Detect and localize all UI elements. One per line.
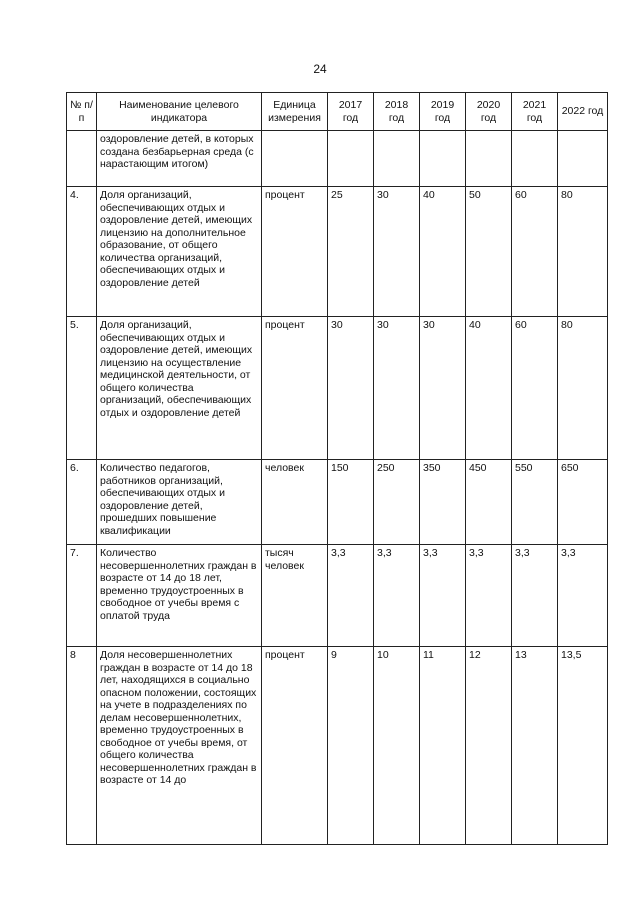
- row-num: 4.: [67, 187, 97, 317]
- row-name: оздоровление детей, в которых создана безбарьерная среда (с нарастающим итогом): [97, 131, 262, 187]
- row-value-2022: [558, 131, 608, 187]
- row-value-2022: 650: [558, 460, 608, 545]
- row-value-2018: 250: [374, 460, 420, 545]
- header-year-2019: 2019 год: [420, 93, 466, 131]
- header-year-2022: 2022 год: [558, 93, 608, 131]
- row-value-2017: 25: [328, 187, 374, 317]
- row-unit: процент: [262, 187, 328, 317]
- row-value-2019: 11: [420, 647, 466, 845]
- row-value-2021: 60: [512, 317, 558, 460]
- table-row: [67, 187, 608, 317]
- row-unit: тысяч человек: [262, 545, 328, 647]
- row-value-2021: 550: [512, 460, 558, 545]
- row-num: 6.: [67, 460, 97, 545]
- row-value-2020: 50: [466, 187, 512, 317]
- row-value-2021: 13: [512, 647, 558, 845]
- header-year-2017: 2017 год: [328, 93, 374, 131]
- row-num: [67, 131, 97, 187]
- header-num: № п/п: [67, 93, 97, 131]
- row-value-2020: 3,3: [466, 545, 512, 647]
- row-value-2017: 150: [328, 460, 374, 545]
- table-row: [67, 647, 608, 845]
- row-value-2019: 3,3: [420, 545, 466, 647]
- row-unit: процент: [262, 647, 328, 845]
- row-value-2018: 30: [374, 317, 420, 460]
- header-year-2021: 2021 год: [512, 93, 558, 131]
- table-row: [67, 131, 608, 187]
- table-header-row: [67, 93, 608, 131]
- row-unit: [262, 131, 328, 187]
- header-name: Наименование целевого индикатора: [97, 93, 262, 131]
- row-value-2020: 40: [466, 317, 512, 460]
- row-value-2017: 9: [328, 647, 374, 845]
- row-name: Доля организаций, обеспечивающих отдых и оздоровление детей, имеющих лицензию на дополнительное образование, от общего количества организаций, обеспечивающих отдых и оздоровление детей: [97, 187, 262, 317]
- row-value-2020: 12: [466, 647, 512, 845]
- row-value-2018: 3,3: [374, 545, 420, 647]
- row-name: Доля организаций, обеспечивающих отдых и оздоровление детей, имеющих лицензию на осуществление медицинской деятельности, от общего количества организаций, обеспечивающих отдых и оздоровление детей: [97, 317, 262, 460]
- row-num: 7.: [67, 545, 97, 647]
- header-unit: Единица измерения: [262, 93, 328, 131]
- header-year-2018: 2018 год: [374, 93, 420, 131]
- row-value-2021: 3,3: [512, 545, 558, 647]
- row-value-2022: 3,3: [558, 545, 608, 647]
- row-value-2017: [328, 131, 374, 187]
- row-value-2019: [420, 131, 466, 187]
- row-num: 5.: [67, 317, 97, 460]
- row-unit: процент: [262, 317, 328, 460]
- row-value-2019: 30: [420, 317, 466, 460]
- row-value-2018: [374, 131, 420, 187]
- row-name: Доля несовершеннолетних граждан в возрасте от 14 до 18 лет, находящихся в социально опасном положении, состоящих на учете в подразделениях по делам несовершеннолетних, временно трудоустроенных в свободное от учебы время, от общего количества несовершеннолетних граждан в возрасте от 14 до: [97, 647, 262, 845]
- row-value-2017: 3,3: [328, 545, 374, 647]
- row-value-2022: 13,5: [558, 647, 608, 845]
- row-value-2021: [512, 131, 558, 187]
- row-value-2022: 80: [558, 187, 608, 317]
- row-value-2020: [466, 131, 512, 187]
- row-name: Количество несовершеннолетних граждан в возрасте от 14 до 18 лет, временно трудоустроенных в свободное от учебы время с оплатой труда: [97, 545, 262, 647]
- table-row: [67, 460, 608, 545]
- row-value-2022: 80: [558, 317, 608, 460]
- row-name: Количество педагогов, работников организаций, обеспечивающих отдых и оздоровление детей, прошедших повышение квалификации: [97, 460, 262, 545]
- row-num: 8: [67, 647, 97, 845]
- table-row: [67, 317, 608, 460]
- row-value-2019: 40: [420, 187, 466, 317]
- row-value-2021: 60: [512, 187, 558, 317]
- row-value-2018: 10: [374, 647, 420, 845]
- row-value-2018: 30: [374, 187, 420, 317]
- row-value-2019: 350: [420, 460, 466, 545]
- row-value-2020: 450: [466, 460, 512, 545]
- row-unit: человек: [262, 460, 328, 545]
- row-value-2017: 30: [328, 317, 374, 460]
- page-number: 24: [313, 62, 327, 76]
- target-indicators-table: [66, 92, 608, 845]
- table-row: [67, 545, 608, 647]
- header-year-2020: 2020 год: [466, 93, 512, 131]
